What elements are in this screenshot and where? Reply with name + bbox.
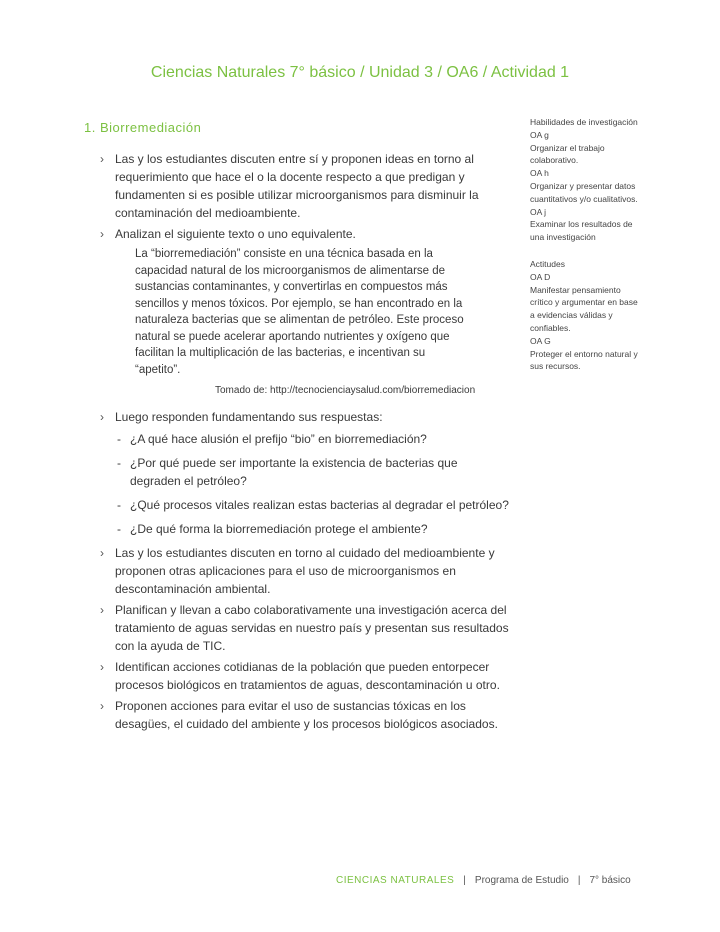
sidebar-objectives — [530, 116, 640, 373]
bullet-item — [100, 544, 510, 598]
sidebar-code: OA G — [530, 335, 551, 346]
quote-text: La “biorremediación” consiste en una técnica basada en la capacidad natural de los microorganismos de alimentarse de sustancias contaminantes, y convertirlas en compuestos más sencillos y menos tóxicos. Por ejemplo, se han encontrado en la naturaleza bacterias que se alimentan de petróleo. Este proceso natural se puede acelerar aportando nutrientes y oxígeno que facilitan la multiplicación de las bacterias, e incentivan su “apetito”. — [135, 248, 464, 376]
bullet-item — [100, 150, 510, 222]
dash-icon: - — [117, 432, 121, 446]
bullet-text: Las y los estudiantes discuten en torno al cuidado del medioambiente y proponen otras aplicaciones para el uso de microorganismos en descontaminación ambiental. — [115, 546, 495, 596]
sidebar-code: OA g — [530, 129, 549, 140]
footer-program: Programa de Estudio — [474, 875, 569, 886]
sidebar-text: Examinar los resultados de una investigación — [530, 219, 633, 243]
bullet-text: Luego responden fundamentando sus respuestas: — [115, 410, 383, 424]
dash-icon: - — [117, 522, 121, 536]
question-text: ¿De qué forma la biorremediación protege el ambiente? — [130, 522, 428, 536]
bullet-text: Las y los estudiantes discuten entre sí y proponen ideas en torno al requerimiento que hace el o la docente respecto a que predigan y fundamenten si es posible utilizar microorganismos para disminuir la contaminación del medioambiente. — [115, 152, 479, 220]
chevron-right-icon: › — [100, 410, 104, 424]
footer-separator: | — [577, 875, 581, 886]
page-footer — [336, 875, 631, 886]
chevron-right-icon: › — [100, 699, 104, 713]
bullet-item — [100, 408, 510, 426]
sidebar-text: Manifestar pensamiento crítico y argumentar en base a evidencias válidas y confiables. — [530, 284, 638, 333]
bullet-text: Proponen acciones para evitar el uso de sustancias tóxicas en los desagües, el cuidado del ambiente y los procesos biológicos asociados. — [115, 699, 498, 731]
bullet-item — [100, 658, 510, 694]
bullet-item — [100, 225, 510, 243]
bullet-text: Analizan el siguiente texto o uno equivalente. — [115, 227, 356, 241]
sidebar-code: OA j — [530, 206, 547, 217]
question-item — [100, 496, 510, 514]
chevron-right-icon: › — [100, 152, 104, 166]
question-item — [100, 454, 510, 490]
question-item — [100, 520, 510, 538]
question-item — [100, 430, 510, 448]
sidebar-text: Proteger el entorno natural y sus recursos. — [530, 348, 638, 372]
question-text: ¿Qué procesos vitales realizan estas bacterias al degradar el petróleo? — [130, 498, 509, 512]
bullet-text: Identifican acciones cotidianas de la población que pueden entorpecer procesos biológicos en tratamientos de aguas, descontaminación u otro. — [115, 660, 500, 692]
dash-icon: - — [117, 498, 121, 512]
activity-body — [100, 150, 510, 736]
footer-grade: 7° básico — [589, 875, 631, 886]
bullet-text: Planifican y llevan a cabo colaborativamente una investigación acerca del tratamiento de aguas servidas en nuestro país y presentan sus resultados con la ayuda de TIC. — [115, 603, 509, 653]
sidebar-heading-skills: Habilidades de investigación — [530, 117, 638, 127]
sidebar-code: OA D — [530, 271, 551, 282]
sidebar-heading-attitudes: Actitudes — [530, 258, 565, 269]
chevron-right-icon: › — [100, 227, 104, 241]
bullet-item — [100, 697, 510, 733]
footer-subject: CIENCIAS NATURALES — [336, 875, 455, 886]
dash-icon: - — [117, 456, 121, 470]
section-title: 1. Biorremediación — [84, 120, 202, 135]
sidebar-text: Organizar y presentar datos cuantitativos y/o cualitativos. — [530, 180, 638, 204]
sidebar-text: Organizar el trabajo colaborativo. — [530, 142, 605, 166]
chevron-right-icon: › — [100, 603, 104, 617]
chevron-right-icon: › — [100, 660, 104, 674]
sidebar-code: OA h — [530, 168, 549, 179]
bullet-item — [100, 601, 510, 655]
page-header: Ciencias Naturales 7° básico / Unidad 3 / OA6 / Actividad 1 — [150, 64, 570, 81]
quote-source: Tomado de: http://tecnocienciaysalud.com/biorremediacion — [215, 385, 476, 396]
question-text: ¿Por qué puede ser importante la existencia de bacterias que degraden el petróleo? — [130, 456, 458, 488]
question-text: ¿A qué hace alusión el prefijo “bio” en biorremediación? — [130, 432, 427, 446]
chevron-right-icon: › — [100, 546, 104, 560]
footer-separator: | — [463, 875, 466, 886]
